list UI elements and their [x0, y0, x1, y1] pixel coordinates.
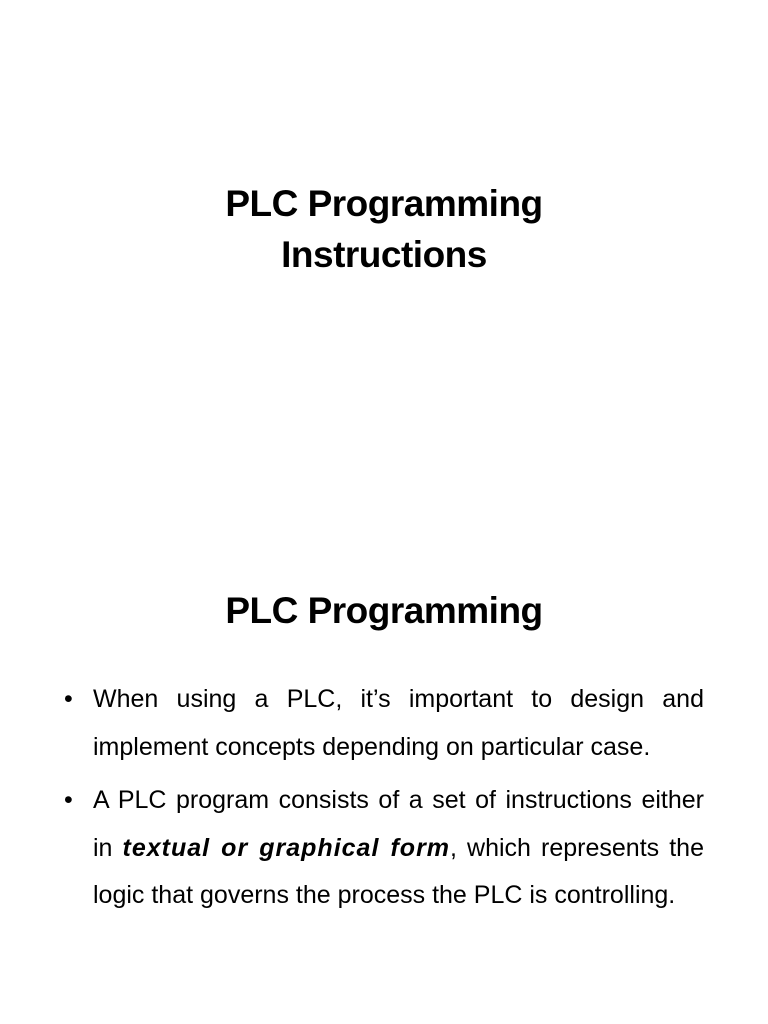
title-slide-heading [0, 178, 768, 280]
bullet-item [64, 777, 704, 920]
title-line-2: Instructions [281, 234, 487, 275]
title-line-1: PLC Programming [225, 183, 543, 224]
content-slide [0, 545, 768, 1024]
title-slide [0, 0, 768, 480]
bullet-icon: • [64, 685, 73, 713]
bullet-icon: • [64, 786, 73, 814]
bullet-text-emphasis: textual or graphical form [122, 833, 451, 862]
bullet-text-prefix: A PLC program consists of a set of instructions either in [93, 786, 704, 862]
bullet-text-suffix: , which represents the logic that governs the process the PLC is controlling. [93, 833, 704, 909]
bullet-list [64, 676, 704, 926]
bullet-item [64, 676, 704, 771]
content-slide-heading: PLC Programming [225, 590, 543, 631]
bullet-text: When using a PLC, it’s important to design and implement concepts depending on particular case. [93, 685, 704, 761]
